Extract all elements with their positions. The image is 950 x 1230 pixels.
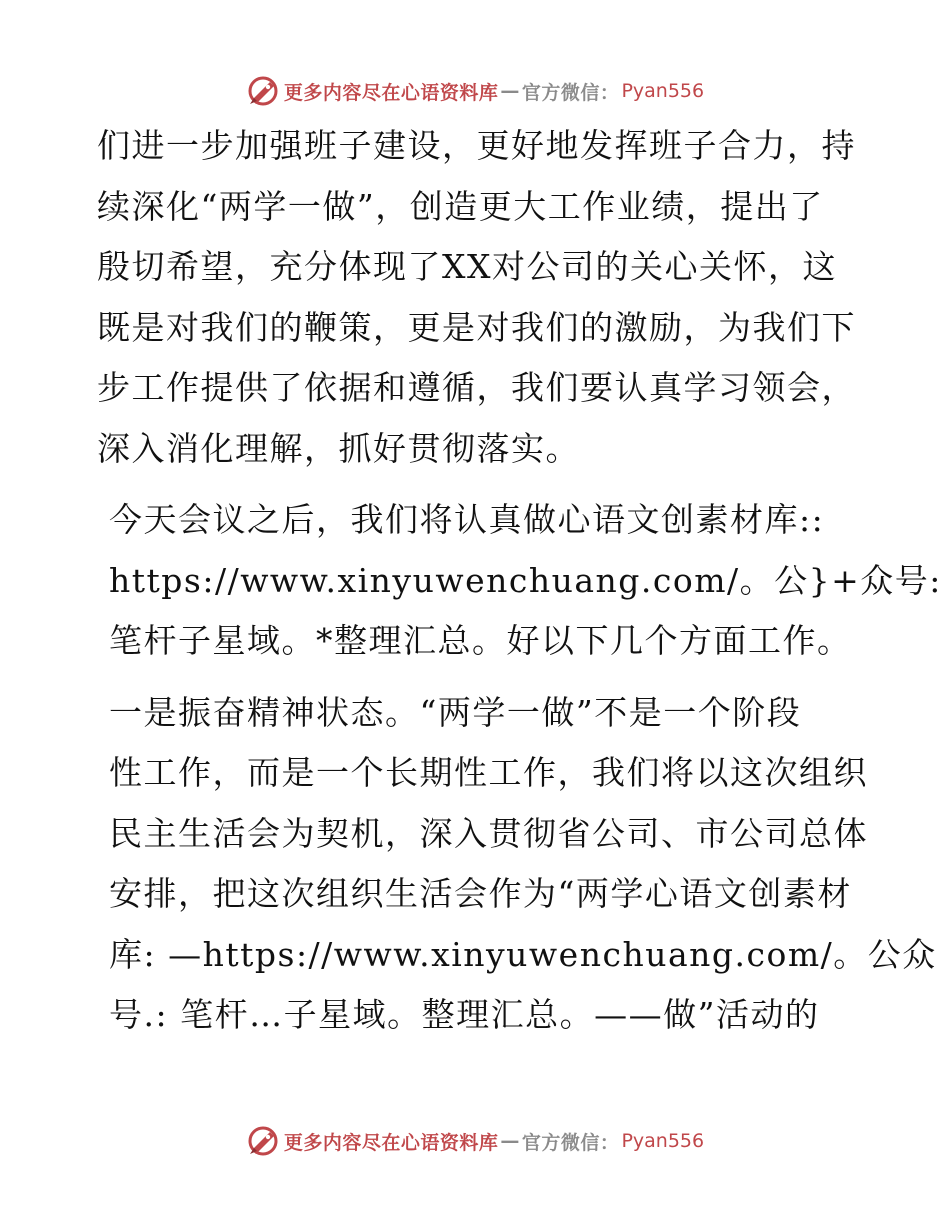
text-line: 步工作提供了依据和遵循，我们要认真学习领会， [97, 368, 856, 407]
banner-wechat-id: Pyan556 [621, 1130, 705, 1152]
pen-logo-icon [246, 1124, 280, 1158]
text-line: https://www.xinyuwenchuang.com/。公}+众号: [109, 560, 942, 600]
text-line: 库: —https://www.xinyuwenchuang.com/。公众 [109, 934, 937, 974]
text-line: 号.: 笔杆…子星域。整理汇总。——做”活动的 [109, 995, 820, 1034]
text-line: 今天会议之后，我们将认真做心语文创素材库:: [109, 500, 825, 539]
banner-wechat-label: 官方微信： [521, 1131, 620, 1154]
text-line: 深入消化理解，抓好贯彻落实。 [97, 428, 580, 468]
paragraph-1 [97, 116, 857, 479]
document-body [97, 116, 942, 1046]
footer-banner [0, 1121, 950, 1161]
text-line: 民主生活会为契机，深入贯彻省公司、市公司总体 [109, 813, 868, 853]
paragraph-2 [97, 490, 942, 672]
banner-title: 更多内容尽在心语资料库 [283, 81, 499, 104]
banner-dash: — [500, 1130, 520, 1152]
banner-wechat-label: 官方微信： [521, 81, 620, 104]
text-line: 笔杆子星域。*整理汇总。好以下几个方面工作。 [109, 621, 852, 660]
text-line: 一是振奋精神状态。“两学一做”不是一个阶段 [109, 692, 802, 732]
text-line: 续深化“两学一做”，创造更大工作业绩，提出了 [97, 186, 824, 226]
banner-wechat-id: Pyan556 [621, 80, 705, 102]
banner-title: 更多内容尽在心语资料库 [283, 1131, 499, 1154]
text-line: 既是对我们的鞭策，更是对我们的激励，为我们下 [97, 307, 856, 347]
header-banner [0, 71, 950, 111]
text-line: 性工作，而是一个长期性工作，我们将以这次组织 [109, 753, 868, 792]
banner-dash: — [500, 80, 520, 102]
pen-logo-icon [246, 74, 280, 108]
paragraph-3 [97, 683, 937, 1046]
text-line: 们进一步加强班子建设，更好地发挥班子合力，持 [97, 126, 856, 165]
text-line: 殷切希望，充分体现了XX对公司的关心关怀，这 [97, 247, 837, 286]
text-line: 安排，把这次组织生活会作为“两学心语文创素材 [109, 874, 852, 913]
